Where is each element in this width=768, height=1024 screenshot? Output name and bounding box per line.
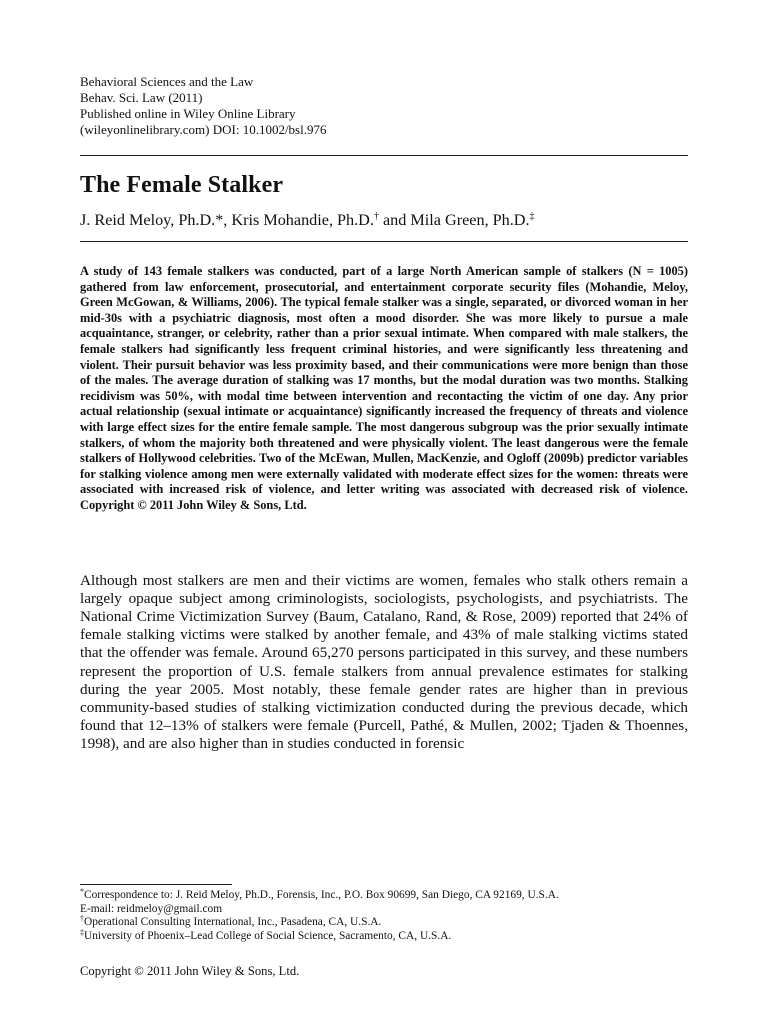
author-list [80, 210, 688, 230]
header-divider [80, 155, 688, 156]
journal-header [80, 74, 688, 138]
dagger-mark: † [373, 211, 379, 222]
footnote-divider [80, 884, 232, 885]
doi-line: (wileyonlinelibrary.com) DOI: 10.1002/bsl.976 [80, 122, 327, 137]
body-paragraph: Although most stalkers are men and their victims are women, females who stalk others remain a largely opaque subject among criminologists, sociologists, psychologists, and psychiatrists. The National Crime Victimization Survey (Baum, Catalano, Rand, & Rose, 2009) reported that 24% of female stalking victims were stalked by another female, and 43% of male stalking victims stated that the offender was female. Around 65,270 persons participated in this survey, and these numbers represent the proportion of U.S. female stalkers from annual prevalence estimates for stalking during the year 2005. Most notably, these female gender rates are higher than in previous community-based studies of stalking victimization conducted during the previous decade, which found that 12–13% of stalkers were female (Purcell, Pathé, & Mullen, 2002; Tjaden & Thoennes, 1998), and are also higher than in studies conducted in forensic [80, 571, 688, 753]
article-page [80, 74, 688, 769]
footnote-affiliation-2: †Operational Consulting International, Inc., Pasadena, CA, U.S.A. [80, 914, 382, 928]
authors-divider [80, 241, 688, 242]
double-dagger-mark: ‡ [80, 927, 84, 937]
footnote-email: E-mail: reidmeloy@gmail.com [80, 902, 223, 915]
author-green: Mila Green, Ph.D. [410, 211, 530, 229]
author-separator: and [378, 211, 411, 229]
asterisk-mark: * [80, 887, 84, 896]
footnotes [80, 889, 688, 943]
author-meloy: J. Reid Meloy, Ph.D.* [80, 211, 224, 229]
footnote-affiliation-3: ‡University of Phoenix–Lead College of Social Science, Sacramento, CA, U.S.A. [80, 927, 452, 942]
journal-citation: Behav. Sci. Law (2011) [80, 90, 203, 105]
abstract: A study of 143 female stalkers was conducted, part of a large North American sample of stalkers (N = 1005) gathered from law enforcement, prosecutorial, and entertainment corporate security files (Mohandie, Meloy, Green McGowan, & Williams, 2006). The typical female stalker was a single, separated, or divorced woman in her mid-30s with a psychiatric diagnosis, most often a mood disorder. She was more likely to pursue a male acquaintance, stranger, or celebrity, rather than a prior sexual intimate. When compared with male stalkers, the female stalkers had significantly less frequent criminal histories, and were significantly less threatening and violent. Their pursuit behavior was less proximity based, and their communications were more benign than those of the males. The average duration of stalking was 17 months, but the modal duration was two months. Stalking recidivism was 50%, with modal time between intervention and recontacting the victim of one day. Any prior actual relationship (sexual intimate or acquaintance) significantly increased the frequency of threats and violence with large effect sizes for the entire female sample. The most dangerous subgroup was the prior sexually intimate stalkers, of whom the majority both threatened and were physically violent. The least dangerous were the female stalkers of Hollywood celebrities. Two of the McEwan, Mullen, MacKenzie, and Ogloff (2009b) predictor variables for stalking violence among men were externally validated with moderate effect sizes for the women: threats were associated with increased risk of violence, and letter writing was associated with decreased risk of violence. Copyright © 2011 John Wiley & Sons, Ltd. [80, 264, 688, 512]
author-mohandie: Kris Mohandie, Ph.D. [231, 211, 374, 229]
journal-name: Behavioral Sciences and the Law [80, 74, 254, 89]
article-title: The Female Stalker [80, 172, 284, 198]
publication-note: Published online in Wiley Online Library [80, 106, 296, 121]
footnote-correspondence: *Correspondence to: J. Reid Meloy, Ph.D., Forensis, Inc., P.O. Box 90699, San Diego, CA 92169, U.S.A. [80, 887, 559, 901]
author-separator: , [223, 211, 232, 229]
dagger-mark: † [80, 914, 84, 923]
copyright-footer: Copyright © 2011 John Wiley & Sons, Ltd. [80, 964, 300, 978]
double-dagger-mark: ‡ [529, 211, 535, 222]
